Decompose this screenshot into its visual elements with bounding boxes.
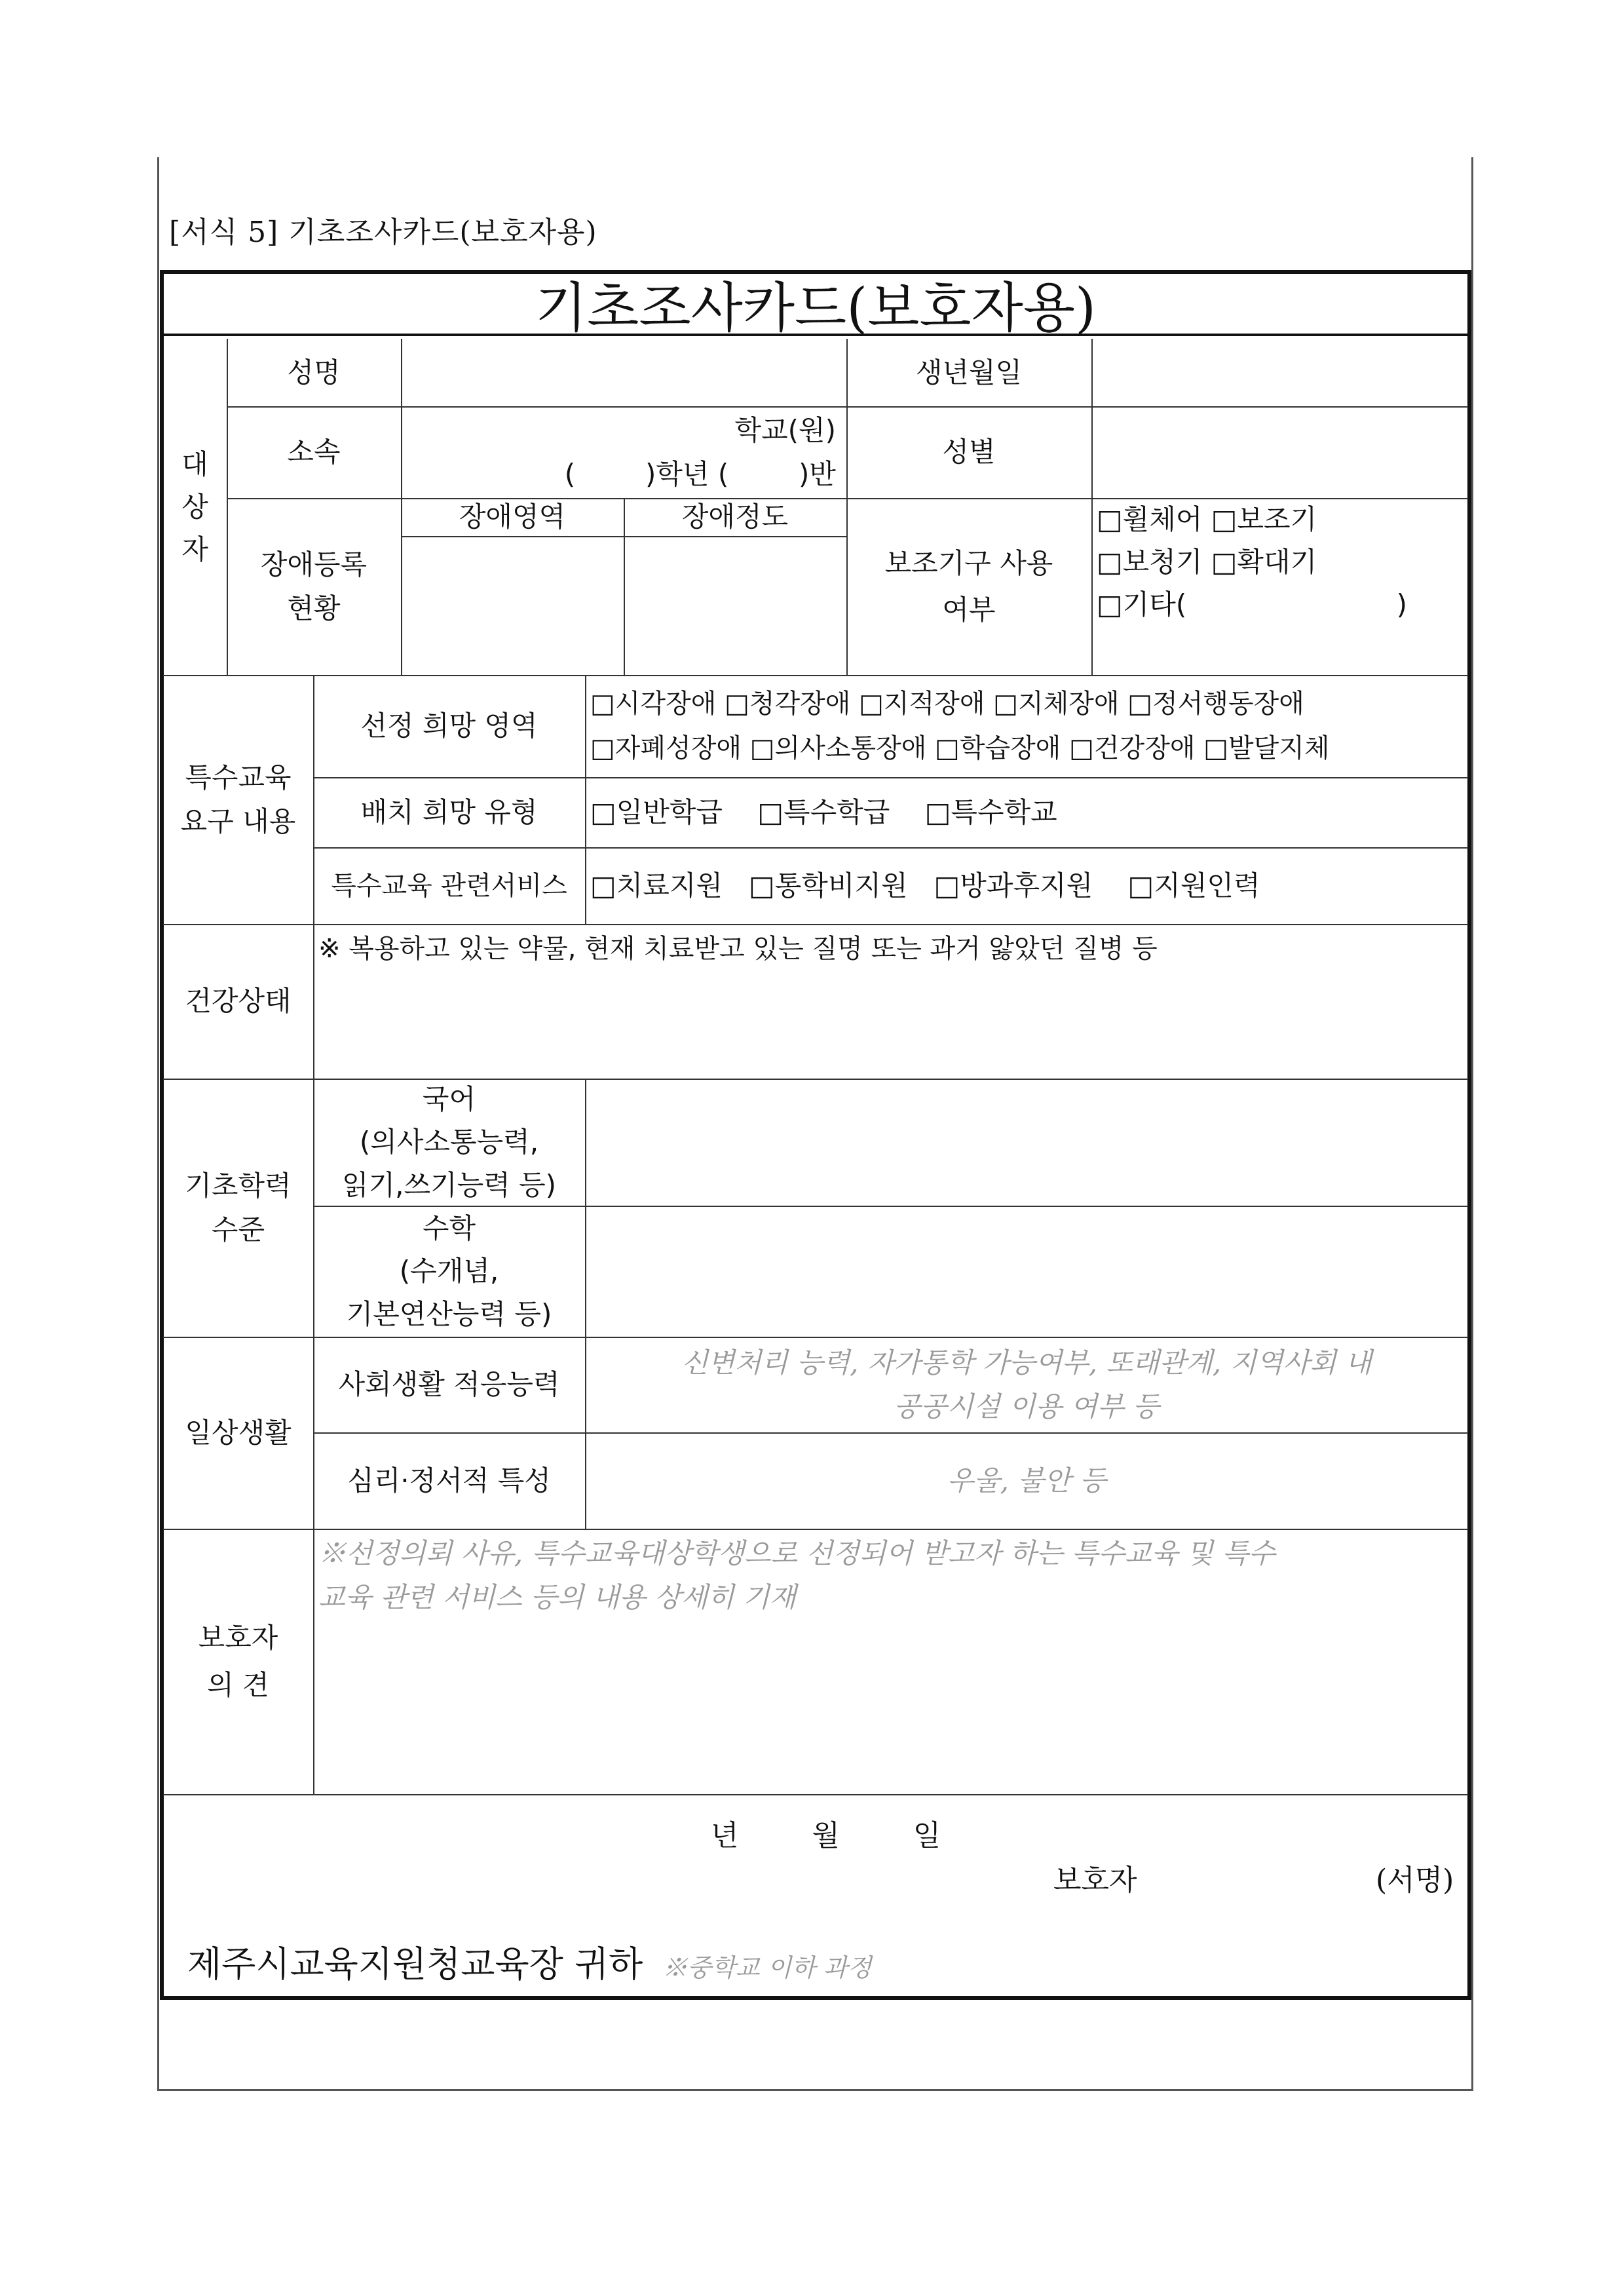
form-number: [서식 5] 기초조사카드(보호자용) [169, 216, 597, 249]
aid-label [846, 498, 1091, 675]
area-options [585, 675, 1468, 777]
social-field[interactable] [585, 1337, 1468, 1432]
special-ed-group-text: 특수교육 요구 내용 [180, 761, 296, 837]
math-label [313, 1206, 585, 1337]
target-group-text: 대 상 자 [181, 448, 208, 566]
placement-label: 배치 희망 유형 [360, 795, 538, 828]
health-field[interactable] [313, 924, 1468, 1079]
service-options-text[interactable]: □치료지원 □통학비지원 □방과후지원 □지원인력 [590, 869, 1260, 902]
disability-degree-field[interactable] [624, 536, 846, 675]
opinion-label [163, 1529, 313, 1794]
target-group-label [163, 339, 227, 675]
disability-degree-header: 장애정도 [681, 501, 789, 533]
recipient-note: ※중학교 이하 과정 [662, 1953, 872, 1982]
social-label: 사회생활 적응능력 [338, 1368, 560, 1401]
aid-label-text: 보조기구 사용 여부 [884, 546, 1053, 626]
guardian-label: 보호자 [1053, 1864, 1137, 1897]
affiliation-field[interactable] [401, 406, 846, 498]
signature-label: (서명) [1376, 1864, 1454, 1897]
name-field[interactable] [401, 339, 846, 406]
korean-field[interactable] [585, 1079, 1468, 1206]
form-title: 기초조사카드(보호자용) [163, 273, 1468, 336]
opinion-label-text: 보호자 의 견 [198, 1622, 278, 1701]
divider [163, 1794, 1468, 1795]
social-hint: 신변처리 능력, 자가통학 가능여부, 또래관계, 지역사회 내 공공시설 이용 여부 등 [681, 1346, 1372, 1423]
opinion-field[interactable] [313, 1529, 1468, 1794]
placement-options [585, 777, 1468, 847]
disability-area-field[interactable] [401, 536, 624, 675]
birth-label: 생년월일 [915, 356, 1023, 389]
emotion-field[interactable] [585, 1432, 1468, 1529]
korean-label-text: 국어 (의사소통능력, 읽기,쓰기능력 등) [341, 1083, 557, 1201]
affiliation-school: 학교(원) [734, 413, 836, 446]
academic-group-text: 기초학력 수준 [185, 1169, 292, 1246]
disability-label [227, 498, 401, 675]
page-frame-bottom [157, 2089, 1473, 2091]
gender-field[interactable] [1091, 406, 1468, 498]
area-label: 선정 희망 영역 [360, 710, 538, 742]
emotion-label: 심리·정서적 특성 [347, 1464, 551, 1497]
aid-options [1091, 498, 1468, 675]
area-options-line-1[interactable]: □시각장애 □청각장애 □지적장애 □지체장애 □정서행동장애 [590, 689, 1304, 719]
emotion-hint: 우울, 불안 등 [947, 1464, 1106, 1497]
opinion-hint: ※선정의뢰 사유, 특수교육대상학생으로 선정되어 받고자 하는 특수교육 및 특수 교육 관련 서비스 등의 내용 상세히 기재 [318, 1537, 1275, 1614]
page-frame-right [1471, 157, 1473, 2090]
name-label: 성명 [287, 356, 341, 389]
area-options-line-2[interactable]: □자폐성장애 □의사소통장애 □학습장애 □건강장애 □발달지체 [590, 733, 1330, 763]
health-label: 건강상태 [185, 985, 292, 1018]
recipient: 제주시교육지원청교육장 귀하 [187, 1943, 643, 1985]
aid-option-line-3[interactable]: □기타( ) [1097, 588, 1408, 621]
aid-option-line-1[interactable]: □휠체어 □보조기 [1097, 503, 1317, 535]
special-ed-group-label [163, 675, 313, 924]
math-label-text: 수학 (수개념, 기본연산능력 등) [346, 1212, 552, 1330]
daily-group-label: 일상생활 [185, 1416, 292, 1449]
academic-group-label [163, 1079, 313, 1337]
affiliation-class: ( )학년 ( )반 [564, 458, 836, 490]
date-line: 년 월 일 [711, 1819, 941, 1852]
aid-option-line-2[interactable]: □보청기 □확대기 [1097, 546, 1317, 579]
disability-label-text: 장애등록 현황 [260, 548, 368, 624]
birth-field[interactable] [1091, 339, 1468, 406]
recipient-line [187, 1936, 871, 1987]
health-note: ※ 복용하고 있는 약물, 현재 치료받고 있는 질명 또는 과거 앓았던 질병 등 [318, 934, 1158, 964]
service-label: 특수교육 관련서비스 [331, 870, 567, 901]
gender-label: 성별 [942, 436, 996, 469]
affiliation-label: 소속 [287, 436, 341, 469]
math-field[interactable] [585, 1206, 1468, 1337]
placement-options-text[interactable]: □일반학급 □특수학급 □특수학교 [590, 795, 1057, 828]
page-frame-left [157, 157, 159, 2090]
korean-label [313, 1079, 585, 1206]
service-options [585, 847, 1468, 924]
disability-area-header: 장애영역 [459, 501, 566, 533]
